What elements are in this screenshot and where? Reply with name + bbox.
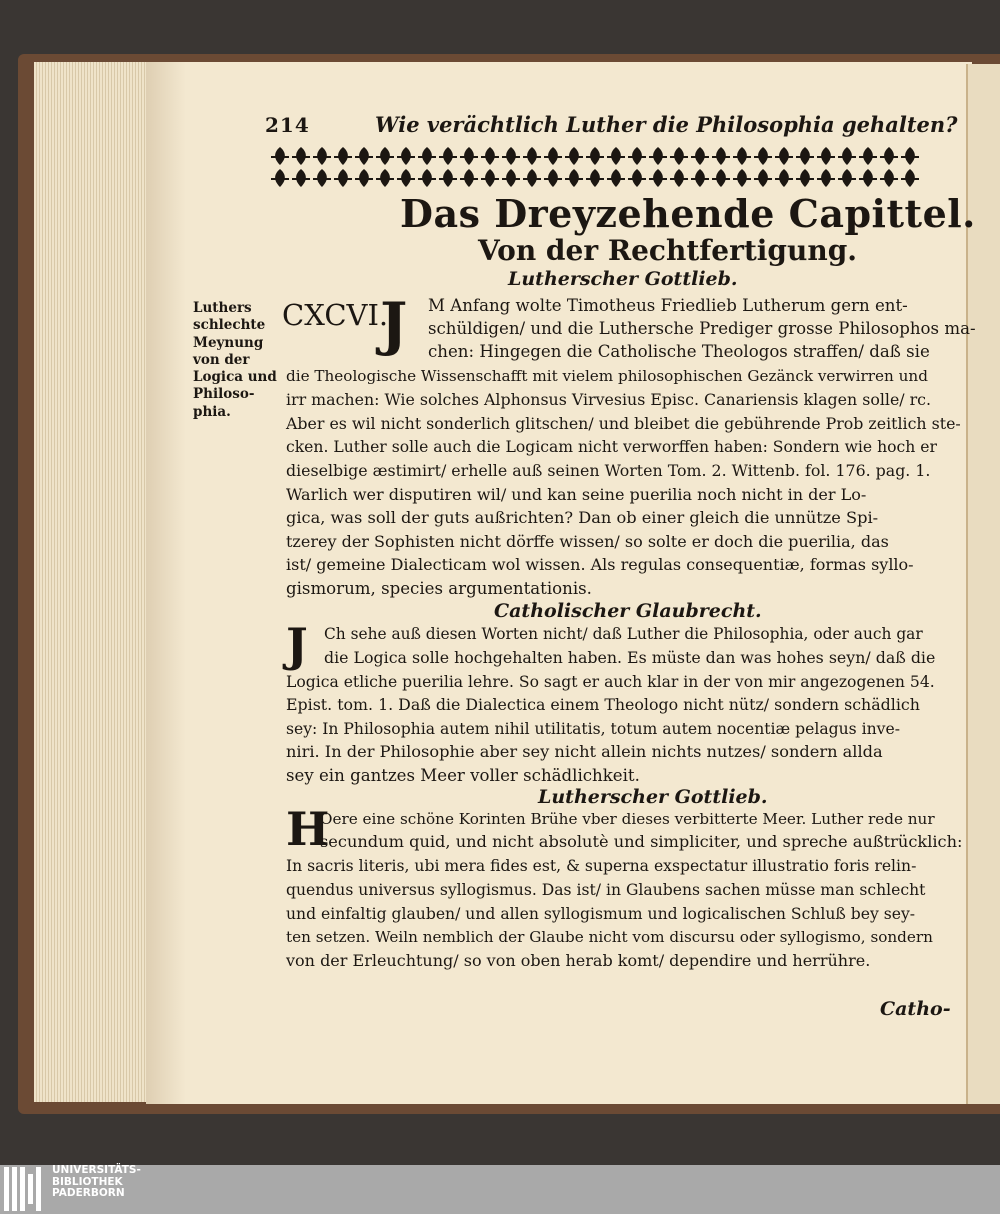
text-line: sey: In Philosophia autem nihil utilitatis, totum autem nocentiæ pelagus inve- — [286, 720, 900, 738]
text-line: Epist. tom. 1. Daß die Dialectica einem Theologo nicht nütz/ sondern schädlich — [286, 695, 920, 714]
fleuron-ornament — [418, 147, 436, 165]
fleuron-ornament — [796, 147, 814, 165]
speaker-heading: Lutherscher Gottlieb. — [508, 268, 738, 290]
text-line: tzerey der Sophisten nicht dörffe wissen/ so solte er doch die puerilia, das — [286, 532, 889, 551]
fleuron-ornament — [376, 147, 394, 165]
library-name-line: BIBLIOTHEK — [52, 1175, 123, 1188]
marginal-note-line: Philoso- — [193, 386, 255, 403]
text-line: schüldigen/ und die Luthersche Prediger grosse Philosophos ma- — [428, 319, 976, 338]
fleuron-ornament — [880, 169, 898, 187]
text-line: Ch sehe auß diesen Worten nicht/ daß Luther die Philosophia, oder auch gar — [324, 625, 923, 643]
fleuron-ornament — [754, 147, 772, 165]
text-line: secundum quid, und nicht absolutè und simpliciter, und spreche außtrücklich: — [320, 832, 963, 851]
fleuron-ornament — [313, 169, 331, 187]
text-line: ten setzen. Weiln nemblich der Glaube nicht vom discursu oder syllogismo, sondern — [286, 928, 933, 946]
text-line: gismorum, species argumentationis. — [286, 579, 592, 598]
fleuron-ornament — [649, 147, 667, 165]
fleuron-ornament — [838, 169, 856, 187]
drop-cap: J — [286, 618, 308, 672]
fleuron-ornament — [460, 147, 478, 165]
page-edges — [34, 62, 147, 1102]
marginal-note-line: Meynung — [193, 334, 264, 351]
fleuron-ornament — [586, 147, 604, 165]
library-name — [52, 1165, 141, 1200]
fleuron-ornament — [544, 169, 562, 187]
fleuron-ornament — [901, 169, 919, 187]
fleuron-ornament — [670, 147, 688, 165]
fleuron-ornament — [880, 147, 898, 165]
text-line: niri. In der Philosophie aber sey nicht allein nichts nutzes/ sondern allda — [286, 742, 883, 761]
fleuron-ornament — [775, 169, 793, 187]
fleuron-ornament — [859, 169, 877, 187]
text-line: die Logica solle hochgehalten haben. Es müste dan was hohes seyn/ daß die — [324, 648, 936, 667]
text-line: ist/ gemeine Dialecticam wol wissen. Als regulas consequentiæ, formas syllo- — [286, 555, 914, 574]
fleuron-ornament — [439, 169, 457, 187]
text-line: M Anfang wolte Timotheus Friedlieb Lutherum gern ent- — [428, 296, 908, 315]
library-name-line: UNIVERSITÄTS- — [52, 1164, 141, 1176]
text-line: In sacris literis, ubi mera fides est, & superna exspectatur illustratio foris relin- — [286, 857, 917, 875]
drop-cap: J — [380, 290, 408, 358]
text-line: irr machen: Wie solches Alphonsus Virvesius Episc. Canariensis klagen solle/ rc. — [286, 390, 932, 409]
fleuron-ornament — [292, 147, 310, 165]
fleuron-ornament — [502, 147, 520, 165]
marginal-note — [193, 300, 277, 421]
fleuron-ornament — [271, 169, 289, 187]
marginal-note-line: schlechte — [193, 317, 266, 334]
fleuron-ornament — [523, 147, 541, 165]
fleuron-ornament — [481, 147, 499, 165]
chapter-subtitle: Von der Rechtfertigung. — [478, 234, 858, 267]
fleuron-ornament — [334, 147, 352, 165]
marginal-note-line: Logica und — [193, 369, 277, 386]
text-line: cken. Luther solle auch die Logicam nicht verworffen haben: Sondern wie hoch er — [286, 438, 937, 456]
fleuron-ornament — [775, 147, 793, 165]
fleuron-ornament — [334, 169, 352, 187]
library-name-line: PADERBORN — [52, 1187, 125, 1199]
page-number: 214 — [265, 113, 310, 137]
text-line: und einfaltig glauben/ und allen syllogismum und logicalischen Schluß bey sey- — [286, 905, 916, 923]
text-line: quendus universus syllogismus. Das ist/ in Glaubens sachen müsse man schlecht — [286, 881, 926, 899]
fleuron-ornament — [754, 169, 772, 187]
fleuron-ornament — [712, 147, 730, 165]
fleuron-ornament — [733, 169, 751, 187]
fleuron-ornament — [397, 147, 415, 165]
text-line: chen: Hingegen die Catholische Theologos straffen/ daß sie — [428, 342, 930, 361]
fleuron-ornament — [733, 147, 751, 165]
fleuron-ornament — [859, 147, 877, 165]
fleuron-ornament — [670, 169, 688, 187]
fleuron-ornament — [502, 169, 520, 187]
text-line: sey ein gantzes Meer voller schädlichkeit. — [286, 766, 640, 785]
text-line: Aber es wil nicht sonderlich glitschen/ und bleibet die gebührende Prob zeitlich ste- — [286, 414, 961, 433]
fleuron-ornament — [628, 147, 646, 165]
marginal-note-line: Luthers — [193, 300, 252, 316]
fleuron-ornament — [691, 147, 709, 165]
fleuron-ornament — [796, 169, 814, 187]
drop-cap: H — [286, 802, 330, 856]
fleuron-ornament — [607, 147, 625, 165]
footer-bar — [0, 1165, 1000, 1214]
fleuron-ornament — [292, 169, 310, 187]
catchword: Catho- — [880, 998, 951, 1020]
speaker-heading: Catholischer Glaubrecht. — [494, 600, 762, 622]
fleuron-ornament — [565, 169, 583, 187]
fleuron-ornament — [817, 169, 835, 187]
fleuron-ornament — [649, 169, 667, 187]
fleuron-ornament — [481, 169, 499, 187]
fleuron-ornament — [691, 169, 709, 187]
fleuron-ornament — [607, 169, 625, 187]
text-line: gica, was soll der guts außrichten? Dan ob einer gleich die unnütze Spi- — [286, 508, 879, 527]
fleuron-ornament — [439, 147, 457, 165]
text-line: Oere eine schöne Korinten Brühe vber dieses verbitterte Meer. Luther rede nur — [320, 810, 935, 828]
text-line: von der Erleuchtung/ so von oben herab komt/ dependire und herrühre. — [286, 951, 871, 970]
text-line: die Theologische Wissenschafft mit vielem philosophischen Gezänck verwirren und — [286, 367, 928, 385]
chapter-title: Das Dreyzehende Capittel. — [400, 191, 976, 236]
fleuron-ornament — [712, 169, 730, 187]
marginal-note-line: von der — [193, 351, 250, 368]
fleuron-ornament — [544, 147, 562, 165]
text-line: dieselbige æstimirt/ erhelle auß seinen Worten Tom. 2. Wittenb. fol. 176. pag. 1. — [286, 461, 931, 480]
fleuron-ornament — [586, 169, 604, 187]
fleuron-ornament — [817, 147, 835, 165]
fleuron-ornament — [628, 169, 646, 187]
fleuron-ornament — [355, 169, 373, 187]
running-head: Wie verächtlich Luther die Philosophia gehalten? — [375, 112, 958, 137]
fleuron-ornament — [460, 169, 478, 187]
fleuron-ornament — [565, 147, 583, 165]
speaker-heading: Lutherscher Gottlieb. — [538, 786, 768, 808]
text-line: Logica etliche puerilia lehre. So sagt er auch klar in der von mir angezogenen 54. — [286, 673, 935, 691]
fleuron-ornament — [901, 147, 919, 165]
ornament-band — [270, 146, 926, 192]
fleuron-ornament — [355, 147, 373, 165]
fleuron-ornament — [838, 147, 856, 165]
section-number: CXCVI. — [282, 298, 389, 332]
fleuron-ornament — [376, 169, 394, 187]
marginal-note-line: phia. — [193, 403, 231, 420]
fleuron-ornament — [313, 147, 331, 165]
library-logo-icon — [4, 1167, 48, 1211]
text-line: Warlich wer disputiren wil/ und kan seine puerilia noch nicht in der Lo- — [286, 485, 867, 504]
fleuron-ornament — [418, 169, 436, 187]
fleuron-ornament — [397, 169, 415, 187]
fleuron-ornament — [523, 169, 541, 187]
fleuron-ornament — [271, 147, 289, 165]
